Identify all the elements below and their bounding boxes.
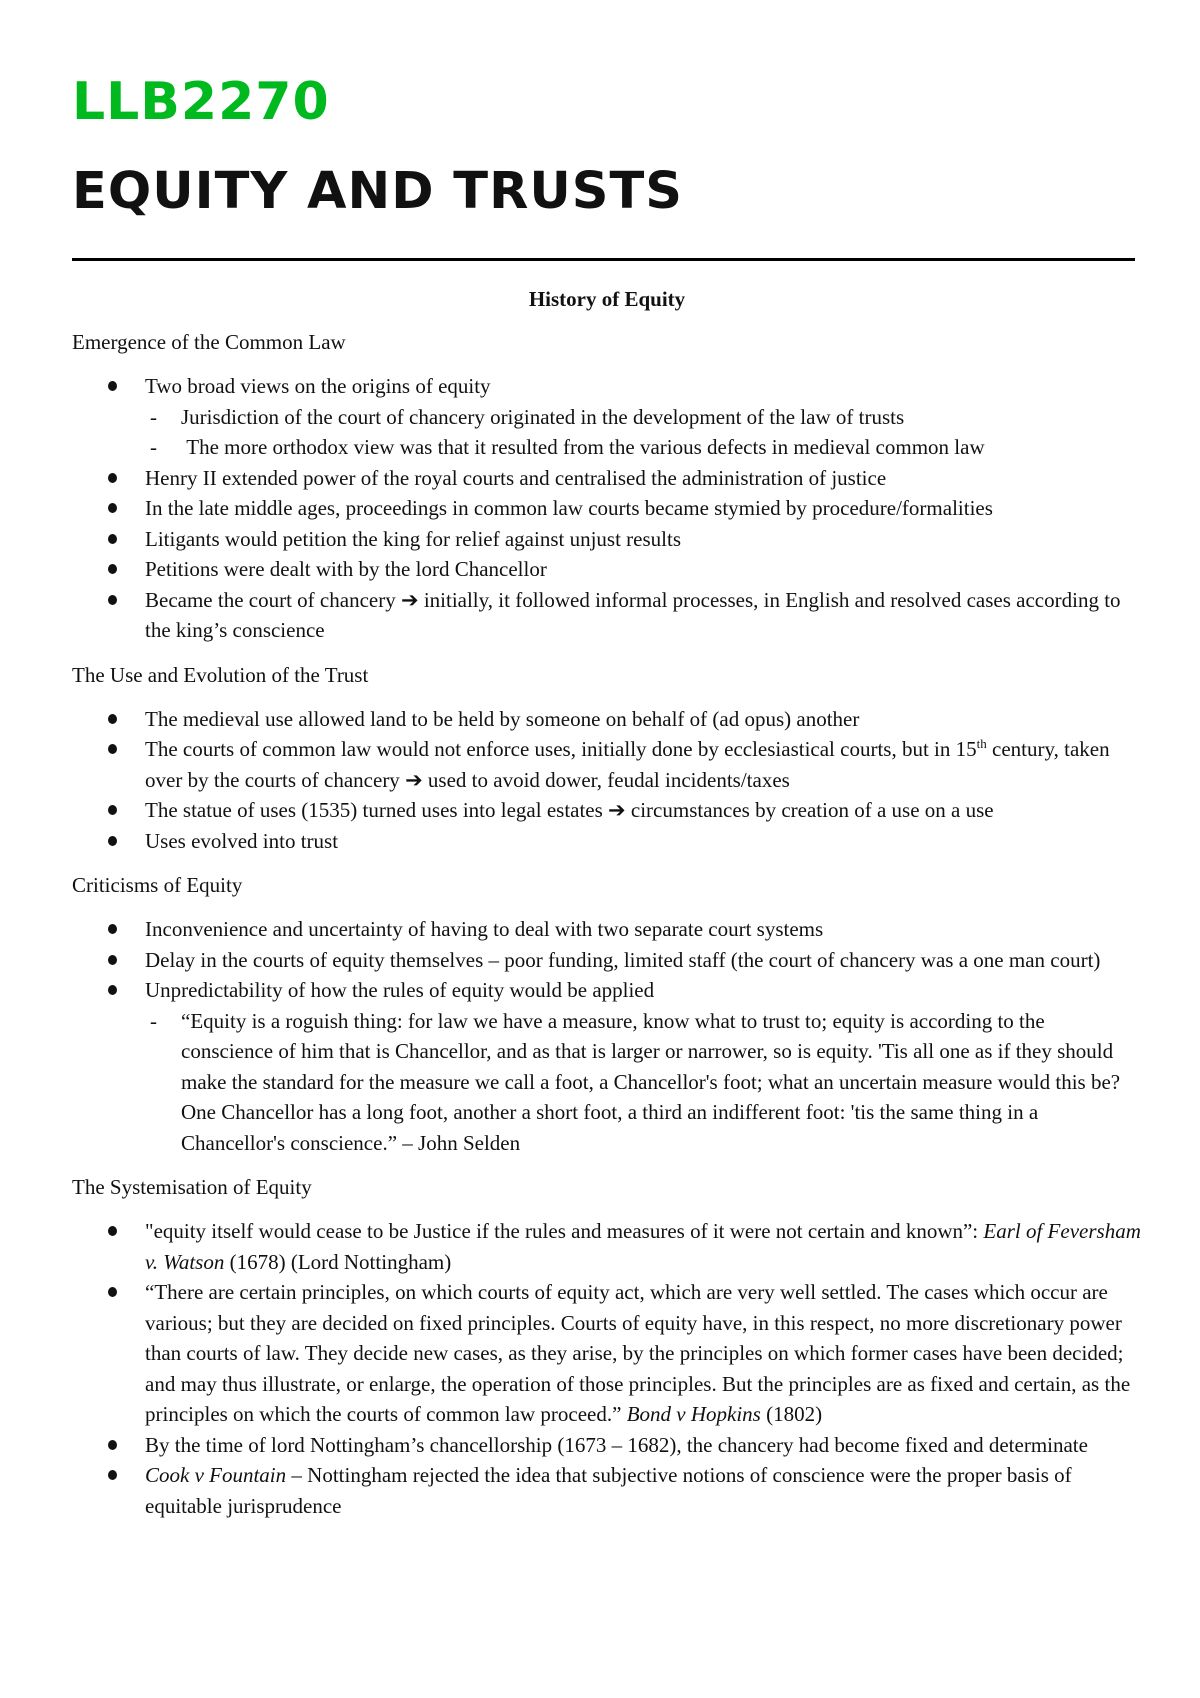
course-code: LLB2270 [72, 72, 330, 132]
section-title: History of Equity [528, 287, 686, 311]
heading-criticisms-of-equity: Criticisms of Equity [72, 873, 243, 897]
arrow-icon: ➔ [405, 767, 423, 792]
bullet-list [72, 371, 1142, 646]
list-item: Unpredictability of how the rules of equity would be applied - “Equity is a roguish thing: for law we have a measure, know what to trust to; equity is according to the conscience of him that is Chancellor, and as that is larger or narrower, so is equity. 'Tis all one as if they should make the standard for the measure we call a foot, a Chancellor's foot; what an uncertain measure would this be? One Chancellor has a long foot, another a short foot, a third an indifferent foot: 'tis the same thing in a Chancellor's conscience.” – John Selden [72, 975, 1142, 1158]
list-item: "equity itself would cease to be Justice if the rules and measures of it were not certain and known”: Earl of Feversham v. Watson (1678) (Lord Nottingham) [72, 1216, 1142, 1277]
heading-systemisation-of-equity: The Systemisation of Equity [72, 1175, 312, 1199]
sub-list [145, 1006, 1142, 1159]
title-divider [72, 258, 1135, 261]
list-item: Delay in the courts of equity themselves – poor funding, limited staff (the court of chancery was a one man court) [72, 945, 1142, 976]
heading-emergence-of-common-law: Emergence of the Common Law [72, 330, 346, 354]
heading-use-and-evolution-of-trust: The Use and Evolution of the Trust [72, 662, 369, 687]
list-item: In the late middle ages, proceedings in common law courts became stymied by procedure/formalities [72, 493, 1142, 524]
list-item: Two broad views on the origins of equity - Jurisdiction of the court of chancery originated in the development of the law of trusts - The more orthodox view was that it resulted from the various defects in medieval common law [72, 371, 1142, 463]
list-item: Became the court of chancery ➔ initially, it followed informal processes, in English and resolved cases according to the king’s conscience [72, 585, 1142, 646]
bullet-list [72, 914, 1142, 1158]
bullet-list [72, 1216, 1142, 1521]
arrow-icon: ➔ [608, 798, 626, 822]
list-item: The statue of uses (1535) turned uses into legal estates ➔ circumstances by creation of a use on a use [72, 795, 1142, 826]
sub-list-item: - The more orthodox view was that it resulted from the various defects in medieval common law [145, 432, 1142, 463]
list-item: By the time of lord Nottingham’s chancellorship (1673 – 1682), the chancery had become fixed and determinate [72, 1430, 1142, 1461]
sub-list [145, 402, 1142, 463]
case-citation: Earl of Feversham v. Watson [145, 1219, 1141, 1274]
list-item: Uses evolved into trust [72, 826, 1142, 857]
list-item: “There are certain principles, on which courts of equity act, which are very well settled. The cases which occur are various; but they are decided on fixed principles. Courts of equity have, in this respect, no more discretionary power than courts of law. They decide new cases, as they arise, by the principles on which former cases have been decided; and may thus illustrate, or enlarge, the operation of those principles. But the principles are as fixed and certain, as the principles on which the courts of common law proceed.” Bond v Hopkins (1802) [72, 1277, 1142, 1430]
list-item: Petitions were dealt with by the lord Chancellor [72, 554, 1142, 585]
case-citation: Bond v Hopkins [626, 1402, 761, 1426]
list-item: Inconvenience and uncertainty of having to deal with two separate court systems [72, 914, 1142, 945]
arrow-icon: ➔ [400, 587, 419, 612]
case-citation: Cook v Fountain [145, 1463, 287, 1487]
sub-list-item: - Jurisdiction of the court of chancery originated in the development of the law of trusts [145, 402, 1142, 433]
list-item: The medieval use allowed land to be held by someone on behalf of (ad opus) another [72, 704, 1142, 735]
list-item: The courts of common law would not enforce uses, initially done by ecclesiastical courts, but in 15th century, taken over by the courts of chancery ➔ used to avoid dower, feudal incidents/taxes [72, 734, 1142, 795]
sub-list-item-quote: - “Equity is a roguish thing: for law we have a measure, know what to trust to; equity is according to the conscience of him that is Chancellor, and as that is larger or narrower, so is equity. 'Tis all one as if they should make the standard for the measure we call a foot, a Chancellor's foot; what an uncertain measure would this be? One Chancellor has a long foot, another a short foot, a third an indifferent foot: 'tis the same thing in a Chancellor's conscience.” – John Selden [145, 1006, 1142, 1159]
document-title: EQUITY AND TRUSTS [72, 162, 684, 221]
list-item: Litigants would petition the king for relief against unjust results [72, 524, 1142, 555]
document-body [72, 283, 1142, 1535]
list-item: Henry II extended power of the royal courts and centralised the administration of justice [72, 463, 1142, 494]
list-item: Cook v Fountain – Nottingham rejected the idea that subjective notions of conscience were the proper basis of equitable jurisprudence [72, 1460, 1142, 1521]
bullet-list [72, 704, 1142, 857]
